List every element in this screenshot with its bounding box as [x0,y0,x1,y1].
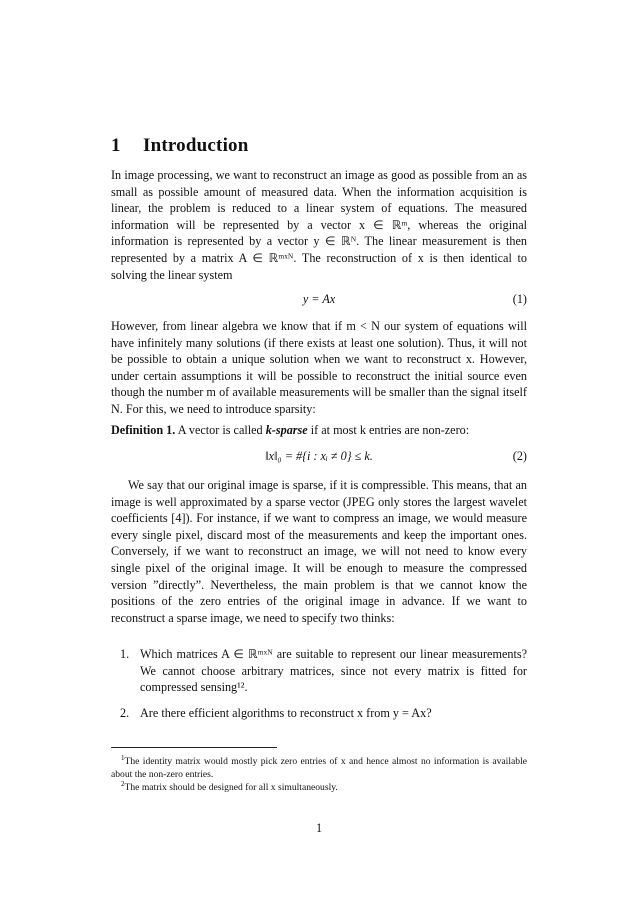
equation-1-body: y = Ax [302,292,336,306]
list-item-number: 2. [120,705,130,720]
list-item-text: Are there efficient algorithms to reconstruct x from y = Ax? [140,705,432,720]
section-number: 1 [111,135,121,156]
paragraph-compressible: We say that our original image is sparse, if it is compressible. This means, that an image is well approximated by a sparse vector (JPEG only stores the largest wavelet coefficients [4]). For instance, if we want to compress an image, we would measure every single pixel, discard most of the measurements and keep the important ones. Conversely, if we want to reconstruct an image, we will not need to know every single pixel of the original image. It will be enough to measure the compressed version ”directly”. Nevertheless, the main problem is that we cannot know the positions of the zero entries of the original image in advance. If we want to reconstruct a sparse image, we need to specify two thinks: [111,478,527,625]
footnote-2 [111,778,527,794]
definition-1 [111,422,527,439]
footnote-1-text: The identity matrix would mostly pick zero entries of x and hence almost no information is available about the non-zero entries. [111,756,527,781]
footnote-1-mark: 1 [121,754,125,762]
list-item [111,646,527,696]
footnote-rule [111,747,277,748]
section-heading [111,135,249,157]
footnote-2-text: The matrix should be designed for all x simultaneously. [124,782,338,794]
paragraph-sparsity: However, from linear algebra we know that if m < N our system of equations will have infinitely many solutions (if there exists at least one solution). Thus, it will not be possible to obtain a unique solution when we want to reconstruct x. However, under certain assumptions it will be possible to reconstruct the initial source even though the number m of available measurements will be smaller than the signal itself N. For this, we need to introduce sparsity: [111,319,527,416]
list-item-number: 1. [120,647,130,661]
page-number: 1 [315,821,323,835]
equation-1 [111,292,527,310]
footnote-2-mark: 2 [121,780,125,788]
definition-label: Definition 1. [111,423,176,437]
list-item-text: Which matrices A ∈ ℝᵐˣᴺ are suitable to represent our linear measurements? We cannot choose arbitrary matrices, since not every matrix is fitted for compressed sensing¹². [140,647,527,695]
equation-1-tag: (1) [512,292,527,306]
list-item [111,705,527,722]
definition-post: if at most k entries are non-zero: [310,423,470,437]
equation-2 [111,449,527,467]
equation-2-body: ‖x‖₀ = #{i : xᵢ ≠ 0} ≤ k. [265,449,373,463]
definition-pre: A vector is called [177,423,263,437]
definition-term: k-sparse [265,423,308,437]
equation-2-tag: (2) [512,449,527,463]
paragraph-intro: In image processing, we want to reconstruct an image as good as possible from an as small as possible amount of measured data. When the information acquisition is linear, the problem is reduced to a linear system of equations. The measured information will be represented by a vector x ∈ ℝᵐ, whereas the original information is represented by a vector y ∈ ℝᴺ. The linear measurement is then represented by a matrix A ∈ ℝᵐˣᴺ. The reconstruction of x is then identical to solving the linear system [111,168,527,282]
footnote-1 [111,752,527,781]
section-title: Introduction [143,135,249,156]
numbered-list [111,646,527,730]
